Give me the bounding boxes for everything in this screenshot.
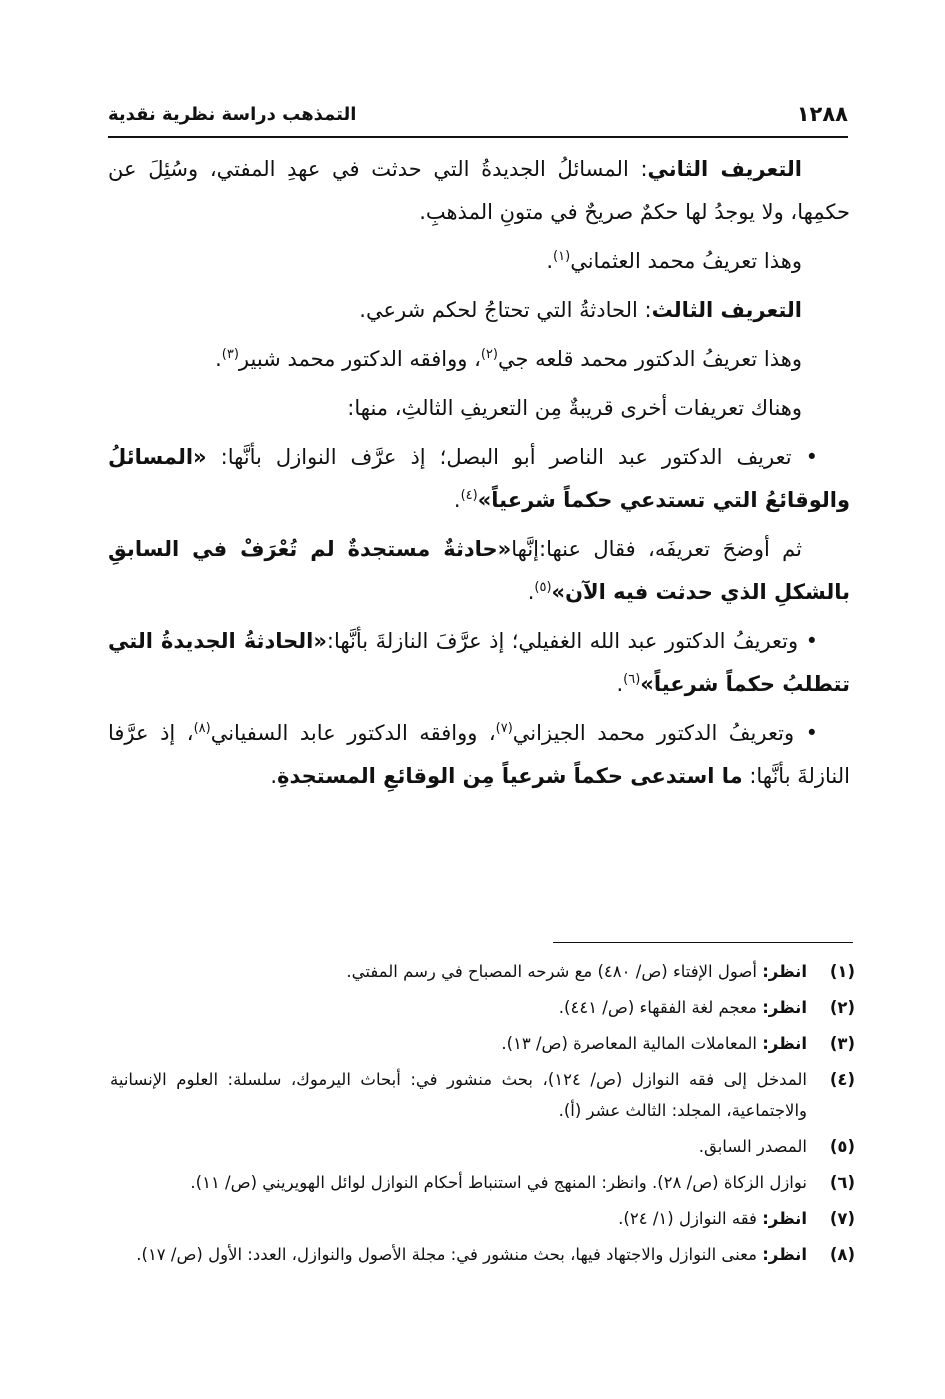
page-header xyxy=(108,100,848,134)
footnote-number: (٦) xyxy=(829,1173,855,1192)
clarification-quote: «حادثةٌ مستجدةٌ لم تُعْرَفْ في السابقِ بالشكلِ الذي حدثت فيه الآن» xyxy=(108,537,850,604)
paragraph-jizani xyxy=(108,712,850,798)
period: . xyxy=(546,249,554,273)
paragraph-definition-2 xyxy=(108,148,850,234)
footnote-lead: انظر: xyxy=(762,1209,807,1228)
shubair-text: ، ووافقه الدكتور محمد شبير xyxy=(238,347,481,371)
abu-albasal-quote: «المسائلُ والوقائعُ التي تستدعي حكماً شرعياً» xyxy=(108,445,850,512)
period: . xyxy=(527,580,535,604)
other-definitions-text: وهناك تعريفات أخرى قريبةٌ مِن التعريفِ الثالثِ، منها: xyxy=(347,396,802,420)
footnote-lead: انظر: xyxy=(762,962,807,981)
footnote-lead: انظر: xyxy=(762,998,807,1017)
page-number: ١٢٨٨ xyxy=(796,102,848,126)
paragraph-clarification xyxy=(108,528,850,614)
clarification-text: ثم أوضحَ تعريفَه، فقال عنها:إنَّها xyxy=(511,537,802,561)
running-title: التمذهب دراسة نظرية نقدية xyxy=(108,104,357,125)
footnote-separator xyxy=(553,942,853,943)
jizani-text: • وتعريفُ الدكتور محمد الجيزاني xyxy=(512,721,818,745)
footnote-text: معجم لغة الفقهاء (ص/ ٤٤١). xyxy=(558,998,763,1017)
definition-2-label: التعريف الثاني xyxy=(647,157,803,181)
paragraph-definition-3 xyxy=(108,289,850,332)
definition-3-text: : الحادثةُ التي تحتاجُ لحكم شرعي. xyxy=(359,298,652,322)
definition-2-text: : المسائلُ الجديدةُ التي حدثت في عهدِ المفتي، وسُئِلَ عن حكمِها، ولا يوجدُ لها حكمٌ صريحٌ في متونِ المذهبِ. xyxy=(108,157,850,224)
footnote-ref-8[interactable]: (٨) xyxy=(193,721,211,736)
footnote-lead: انظر: xyxy=(762,1034,807,1053)
main-text xyxy=(108,148,850,804)
paragraph-abu-albasal xyxy=(108,436,850,522)
footnote-number: (٧) xyxy=(829,1209,855,1228)
paragraph-other-definitions xyxy=(108,387,850,430)
footnote-number: (٤) xyxy=(829,1070,855,1089)
footnote-number: (٨) xyxy=(829,1245,855,1264)
footnote-ref-1[interactable]: (١) xyxy=(553,249,571,264)
footnote-number: (٣) xyxy=(829,1034,855,1053)
jizani-quote: ما استدعى حكماً شرعياً مِن الوقائعِ المستجدةِ xyxy=(277,764,743,788)
footnote-text: المدخل إلى فقه النوازل (ص/ ١٢٤)، بحث منشور في: أبحاث اليرموك، سلسلة: العلوم الإنسانية والاجتماعية، المجلد: الثالث عشر (أ). xyxy=(110,1070,807,1120)
ghufaili-quote: «الحادثةُ الجديدةُ التي تتطلبُ حكماً شرعياً» xyxy=(108,629,850,696)
definition-3-label: التعريف الثالث xyxy=(651,298,802,322)
footnote-text: فقه النوازل (١/ ٢٤). xyxy=(618,1209,763,1228)
period: . xyxy=(453,488,461,512)
footnote-text: معنى النوازل والاجتهاد فيها، بحث منشور في: مجلة الأصول والنوازل، العدد: الأول (ص/ ١٧). xyxy=(136,1245,763,1264)
footnote-ref-4[interactable]: (٤) xyxy=(460,488,478,503)
footnote-text: نوازل الزكاة (ص/ ٢٨). وانظر: المنهج في استنباط أحكام النوازل لوائل الهويريني (ص/ ١١). xyxy=(190,1173,807,1192)
paragraph-ghufaili xyxy=(108,620,850,706)
footnote-number: (٢) xyxy=(829,998,855,1017)
footnote xyxy=(110,1203,855,1234)
footnote-number: (٥) xyxy=(829,1137,855,1156)
footnote-number: (١) xyxy=(829,962,855,981)
footnote xyxy=(110,1167,855,1198)
othmani-text: وهذا تعريفُ محمد العثماني xyxy=(570,249,802,273)
footnote xyxy=(110,1064,855,1126)
footnote-text: أصول الإفتاء (ص/ ٤٨٠) مع شرحه المصباح في رسم المفتي. xyxy=(346,962,763,981)
footnote-ref-6[interactable]: (٦) xyxy=(623,672,641,687)
period: . xyxy=(215,347,222,371)
footnote xyxy=(110,992,855,1023)
period: . xyxy=(270,764,278,788)
qalaji-text: وهذا تعريفُ الدكتور محمد قلعه جي xyxy=(497,347,802,371)
sufyani-text: ، ووافقه الدكتور عابد السفياني xyxy=(210,721,496,745)
paragraph-qalaji xyxy=(108,338,850,381)
footnote-text: المصدر السابق. xyxy=(698,1137,807,1156)
period: . xyxy=(616,672,624,696)
footnote xyxy=(110,956,855,987)
abu-albasal-text: • تعريف الدكتور عبد الناصر أبو البصل؛ إذ عرَّف النوازل بأنَّها: xyxy=(220,445,818,469)
footnote-ref-5[interactable]: (٥) xyxy=(534,580,552,595)
footnote-ref-3[interactable]: (٣) xyxy=(221,347,239,362)
footnote xyxy=(110,1131,855,1162)
footnote xyxy=(110,1028,855,1059)
paragraph-othmani xyxy=(108,240,850,283)
footnote-ref-2[interactable]: (٢) xyxy=(480,347,498,362)
header-rule xyxy=(108,136,848,138)
footnote-ref-7[interactable]: (٧) xyxy=(495,721,513,736)
footnotes-list xyxy=(110,956,855,1275)
jizani-continuation: ، إذ عرَّفا النازلةَ بأنَّها: xyxy=(108,721,850,788)
ghufaili-text: • وتعريفُ الدكتور عبد الله الغفيلي؛ إذ عرَّفَ النازلةَ بأنَّها: xyxy=(326,629,818,653)
footnote-lead: انظر: xyxy=(762,1245,807,1264)
footnote xyxy=(110,1239,855,1270)
footnote-text: المعاملات المالية المعاصرة (ص/ ١٣). xyxy=(501,1034,763,1053)
